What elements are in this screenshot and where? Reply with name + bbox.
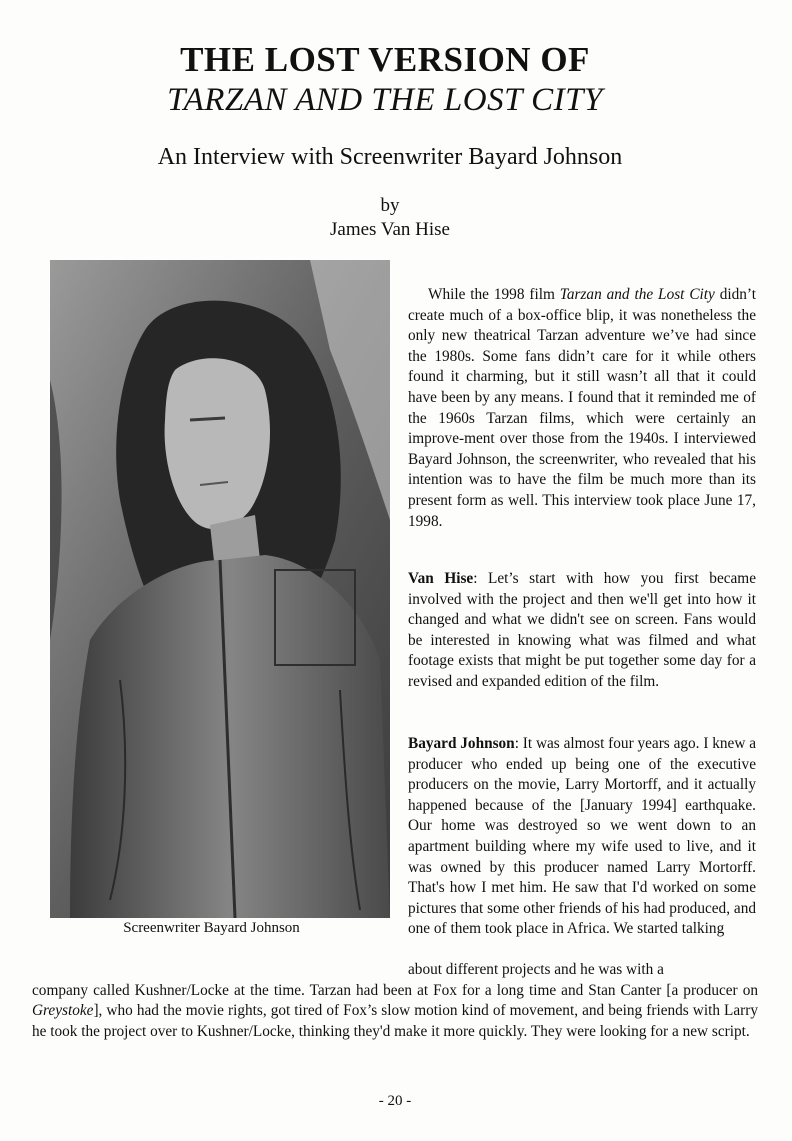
indented-line: about different projects and he was with a (408, 961, 664, 978)
question-paragraph: Van Hise: Let’s start with how you first became involved with the project and then we'll get into how it changed and what we didn't see on screen. Fans would be interested in knowing what was filmed and what footage exists that might be put together some day for a revised and expanded edition of the film. (408, 570, 756, 690)
portrait-photo (50, 260, 390, 918)
speaker-bayard-johnson: Bayard Johnson (408, 735, 515, 752)
answer-continuation: about different projects and he was with a company called Kushner/Locke at the time. Tarzan had been at Fox for a long time and Stan Canter [a producer on Greystoke], who had the movie rights, got tired of Fox’s slow motion kind of movement, and being friends with Larry he took the project over to Kushner/Locke, thinking they'd make it more quickly. They were looking for a new script. (32, 961, 758, 1040)
film-title: Tarzan and the Lost City (559, 286, 715, 303)
intro-paragraph: While the 1998 film Tarzan and the Lost City didn’t create much of a box-office blip, it was nonetheless the only new theatrical Tarzan adventure we’ve had since the 1980s. Some fans didn’t care for it while others found it charming, but it still wasn’t all that it could have been by any means. I found that it reminded me of the 1960s Tarzan films, which were certainly an improve-ment over those from the 1940s. I interviewed Bayard Johnson, the screenwriter, who revealed that his intention was to have the film be much more than its present form as well. This interview took place June 17, 1998. (408, 286, 756, 530)
page-number: - 20 - (378, 1093, 412, 1109)
photo-caption: Screenwriter Bayard Johnson (123, 920, 300, 936)
answer-paragraph: Bayard Johnson: It was almost four years ago. I knew a producer who ended up being one of the executive producers on the movie, Larry Mortorff, and it actually happened because of the [January 1994] earthquake. Our home was destroyed so we went down to an apartment building where my wife used to live, and it was owned by this producer named Larry Mortorff. That's how I met him. He saw that I'd worked on some pictures that some other friends of his had produced, and one of them took place in Africa. We started talking (408, 735, 756, 938)
speaker-van-hise: Van Hise (408, 570, 474, 587)
film-title-greystoke: Greystoke (32, 1002, 94, 1020)
article-title-line-1: THE LOST VERSION OF (180, 40, 590, 79)
byline-author: James Van Hise (330, 219, 450, 240)
article-title-line-2: TARZAN AND THE LOST CITY (167, 82, 603, 118)
byline-by: by (380, 195, 400, 216)
article-subtitle: An Interview with Screenwriter Bayard Johnson (157, 144, 623, 170)
